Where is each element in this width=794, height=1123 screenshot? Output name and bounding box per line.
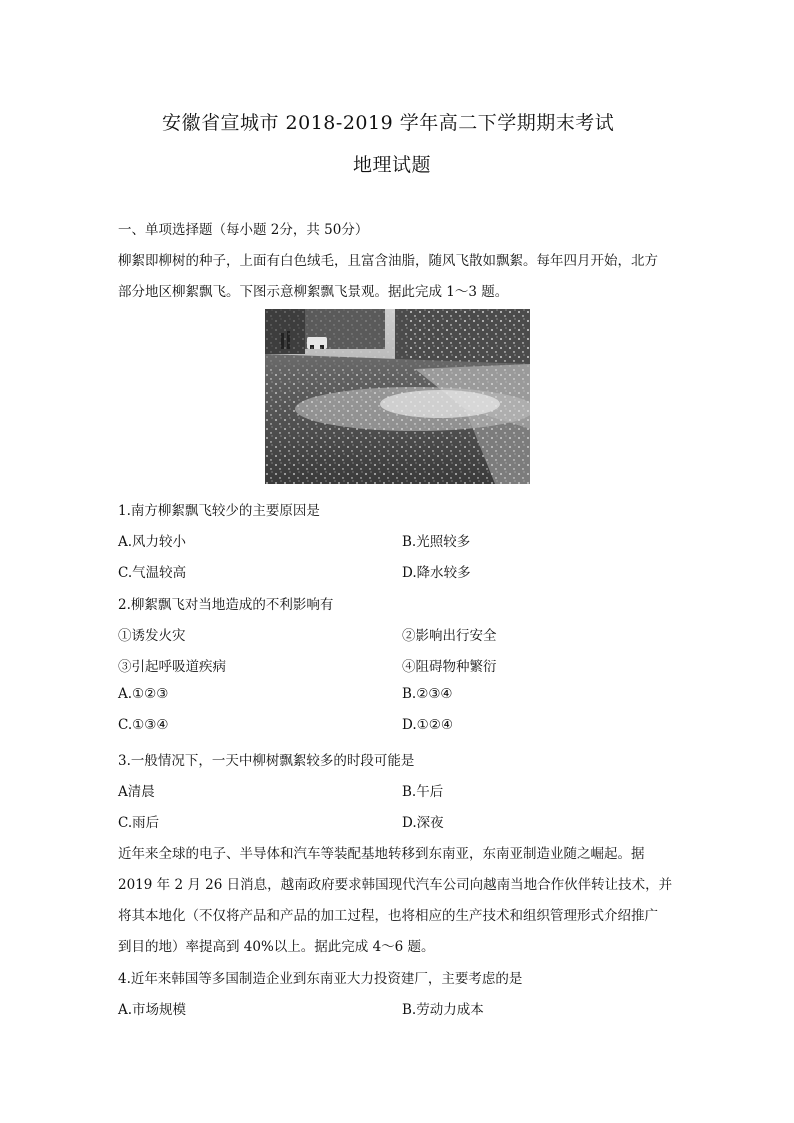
q2-option-d: D.①②④	[402, 717, 453, 733]
passage2-line4: 到目的地）率提高到 40%以上。据此完成 4～6 题。	[118, 939, 435, 955]
q3-option-d: D.深夜	[402, 815, 444, 831]
q1-option-b: B.光照较多	[402, 534, 471, 550]
document-subtitle: 地理试题	[353, 154, 432, 176]
q2-option-b: B.②③④	[402, 686, 453, 702]
section-heading: 一、单项选择题（每小题 2分，共 50分）	[118, 222, 369, 238]
passage2-line1: 近年来全球的电子、半导体和汽车等装配基地转移到东南亚，东南亚制造业随之崛起。据	[118, 846, 645, 862]
q1-option-c: C.气温较高	[118, 565, 187, 581]
q2-option-a: A.①②③	[118, 686, 169, 702]
q3-option-b: B.午后	[402, 784, 444, 800]
q2-statement-1: ①诱发火灾	[118, 628, 186, 644]
q3-stem: 3.一般情况下，一天中柳树飘絮较多的时段可能是	[118, 753, 415, 769]
q2-option-c: C.①③④	[118, 717, 169, 733]
willow-catkin-photo	[265, 309, 530, 484]
document-title: 安徽省宣城市 2018-2019 学年高二下学期期末考试	[162, 112, 615, 134]
passage1-line2: 部分地区柳絮飘飞。下图示意柳絮飘飞景观。据此完成 1～3 题。	[118, 284, 509, 300]
q1-option-a: A.风力较小	[118, 534, 187, 550]
q1-option-d: D.降水较多	[402, 565, 471, 581]
q3-option-a: A清晨	[118, 784, 155, 800]
passage1-line1: 柳絮即柳树的种子，上面有白色绒毛，且富含油脂，随风飞散如飘絮。每年四月开始，北方	[118, 253, 658, 269]
q2-stem: 2.柳絮飘飞对当地造成的不利影响有	[118, 597, 334, 613]
q3-option-c: C.雨后	[118, 815, 160, 831]
q2-statement-2: ②影响出行安全	[402, 628, 497, 644]
q2-statement-3: ③引起呼吸道疾病	[118, 659, 226, 675]
q4-option-b: B.劳动力成本	[402, 1002, 484, 1018]
passage2-line3: 将其本地化（不仅将产品和产品的加工过程，也将相应的生产技术和组织管理形式介绍推广	[118, 908, 658, 924]
q1-stem: 1.南方柳絮飘飞较少的主要原因是	[118, 503, 320, 519]
q4-stem: 4.近年来韩国等多国制造企业到东南亚大力投资建厂，主要考虑的是	[118, 971, 523, 987]
q4-option-a: A.市场规模	[118, 1002, 187, 1018]
passage2-line2: 2019 年 2 月 26 日消息，越南政府要求韩国现代汽车公司向越南当地合作伙伴转让技术，并	[118, 877, 673, 893]
q2-statement-4: ④阻碍物种繁衍	[402, 659, 497, 675]
